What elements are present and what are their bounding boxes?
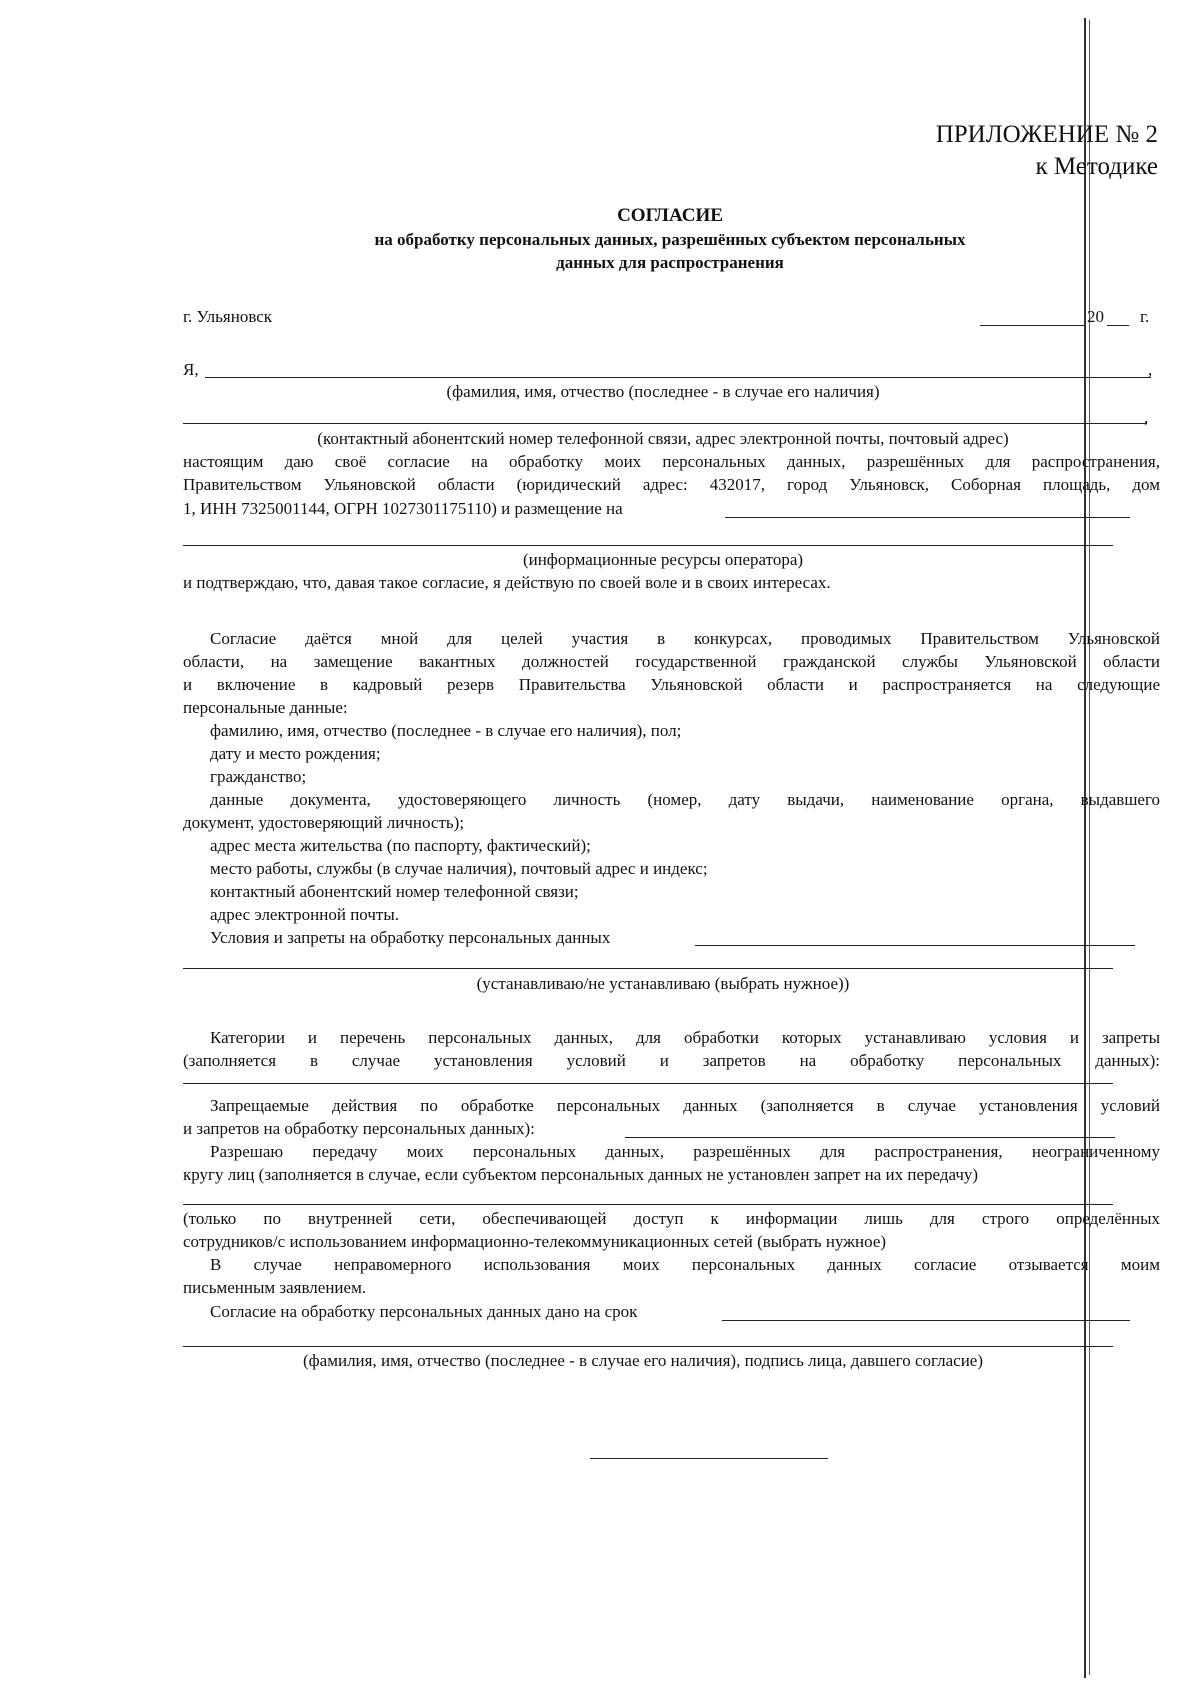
conditions-field[interactable] <box>695 945 1135 946</box>
categories-text-line: (заполняется в случае установления условий и запретов на обработку персональных данных): <box>183 1051 1160 1070</box>
list-item: фамилию, имя, отчество (последнее - в случае его наличия), пол; <box>210 721 682 740</box>
transfer-options-line: сотрудников/с использованием информационно-телекоммуникационных сетей (выбрать нужное) <box>183 1232 887 1251</box>
document-subtitle-line1: на обработку персональных данных, разрешённых субъектом персональных <box>374 230 966 249</box>
conditions-field-2[interactable] <box>183 968 1113 969</box>
prohibited-text-line: Запрещаемые действия по обработке персональных данных (заполняется в случае установления условий <box>210 1096 1160 1115</box>
appendix-number: ПРИЛОЖЕНИЕ № 2 <box>935 121 1158 148</box>
list-item: Условия и запреты на обработку персональных данных <box>210 928 611 947</box>
fio-hint: (фамилия, имя, отчество (последнее - в случае его наличия) <box>446 382 880 401</box>
comma: , <box>1148 360 1153 379</box>
list-item: данные документа, удостоверяющего личность (номер, дату выдачи, наименование органа, выдавшего <box>210 790 1160 809</box>
signature-field[interactable] <box>183 1346 1113 1347</box>
revocation-text-line: письменным заявлением. <box>183 1278 367 1297</box>
purpose-text-line: и включение в кадровый резерв Правительства Ульяновской области и распространяется на следующие <box>183 675 1160 694</box>
transfer-text-line: Разрешаю передачу моих персональных данных, разрешённых для распространения, неограниченному <box>210 1142 1160 1161</box>
categories-text-line: Категории и перечень персональных данных, для обработки которых устанавливаю условия и запреты <box>210 1028 1160 1047</box>
date-blank[interactable] <box>980 325 1084 326</box>
resources-field-2[interactable] <box>183 545 1113 546</box>
appendix-subtitle: к Методике <box>1035 153 1158 180</box>
list-item: адрес электронной почты. <box>210 905 400 924</box>
year-prefix: 20 <box>1087 307 1104 326</box>
list-item: дату и место рождения; <box>210 744 381 763</box>
term-text: Согласие на обработку персональных данных дано на срок <box>210 1302 638 1321</box>
document-subtitle-line2: данных для распространения <box>556 253 784 272</box>
list-item: контактный абонентский номер телефонной связи; <box>210 882 579 901</box>
i-label: Я, <box>183 360 199 379</box>
year-suffix: г. <box>1140 307 1150 326</box>
consent-text-line: 1, ИНН 7325001144, ОГРН 1027301175110) и размещение на <box>183 499 623 518</box>
consent-text-line: настоящим даю своё согласие на обработку моих персональных данных, разрешённых для распространения, <box>183 452 1160 471</box>
city: г. Ульяновск <box>183 307 273 326</box>
resources-field[interactable] <box>725 517 1130 518</box>
prohibited-text-line: и запретов на обработку персональных данных): <box>183 1119 535 1138</box>
purpose-text-line: Согласие даётся мной для целей участия в конкурсах, проводимых Правительством Ульяновской <box>210 629 1160 648</box>
document-title: СОГЛАСИЕ <box>617 205 723 226</box>
purpose-text-line: области, на замещение вакантных должностей государственной гражданской службы Ульяновской области <box>183 652 1160 671</box>
transfer-field[interactable] <box>183 1204 1113 1205</box>
signature-hint: (фамилия, имя, отчество (последнее - в случае его наличия), подпись лица, давшего согласие) <box>303 1351 983 1370</box>
list-item: гражданство; <box>210 767 307 786</box>
purpose-text-line: персональные данные: <box>183 698 348 717</box>
transfer-text-line: кругу лиц (заполняется в случае, если субъектом персональных данных не установлен запрет на их передачу) <box>183 1165 979 1184</box>
contact-field[interactable] <box>183 423 1147 424</box>
transfer-options-line: (только по внутренней сети, обеспечивающей доступ к информации лишь для строго определённых <box>183 1209 1160 1228</box>
resources-hint: (информационные ресурсы оператора) <box>522 550 804 569</box>
term-field[interactable] <box>722 1320 1130 1321</box>
revocation-text-line: В случае неправомерного использования моих персональных данных согласие отзывается моим <box>210 1255 1160 1274</box>
year-blank[interactable] <box>1107 325 1129 326</box>
list-item: место работы, службы (в случае наличия), почтовый адрес и индекс; <box>210 859 708 878</box>
fio-field[interactable] <box>205 377 1151 378</box>
prohibited-field[interactable] <box>625 1137 1115 1138</box>
footer-divider <box>590 1458 828 1459</box>
categories-field[interactable] <box>183 1083 1113 1084</box>
list-item: адрес места жительства (по паспорту, фактический); <box>210 836 591 855</box>
conditions-hint: (устанавливаю/не устанавливаю (выбрать нужное)) <box>476 974 850 993</box>
consent-text-line: Правительством Ульяновской области (юридический адрес: 432017, город Ульяновск, Соборная площадь, дом <box>183 475 1160 494</box>
list-item: документ, удостоверяющий личность); <box>183 813 465 832</box>
contact-hint: (контактный абонентский номер телефонной связи, адрес электронной почты, почтовый адрес) <box>317 429 1009 448</box>
consent-text-line: и подтверждаю, что, давая такое согласие, я действую по своей воле и в своих интересах. <box>183 573 831 592</box>
comma: , <box>1144 408 1149 427</box>
